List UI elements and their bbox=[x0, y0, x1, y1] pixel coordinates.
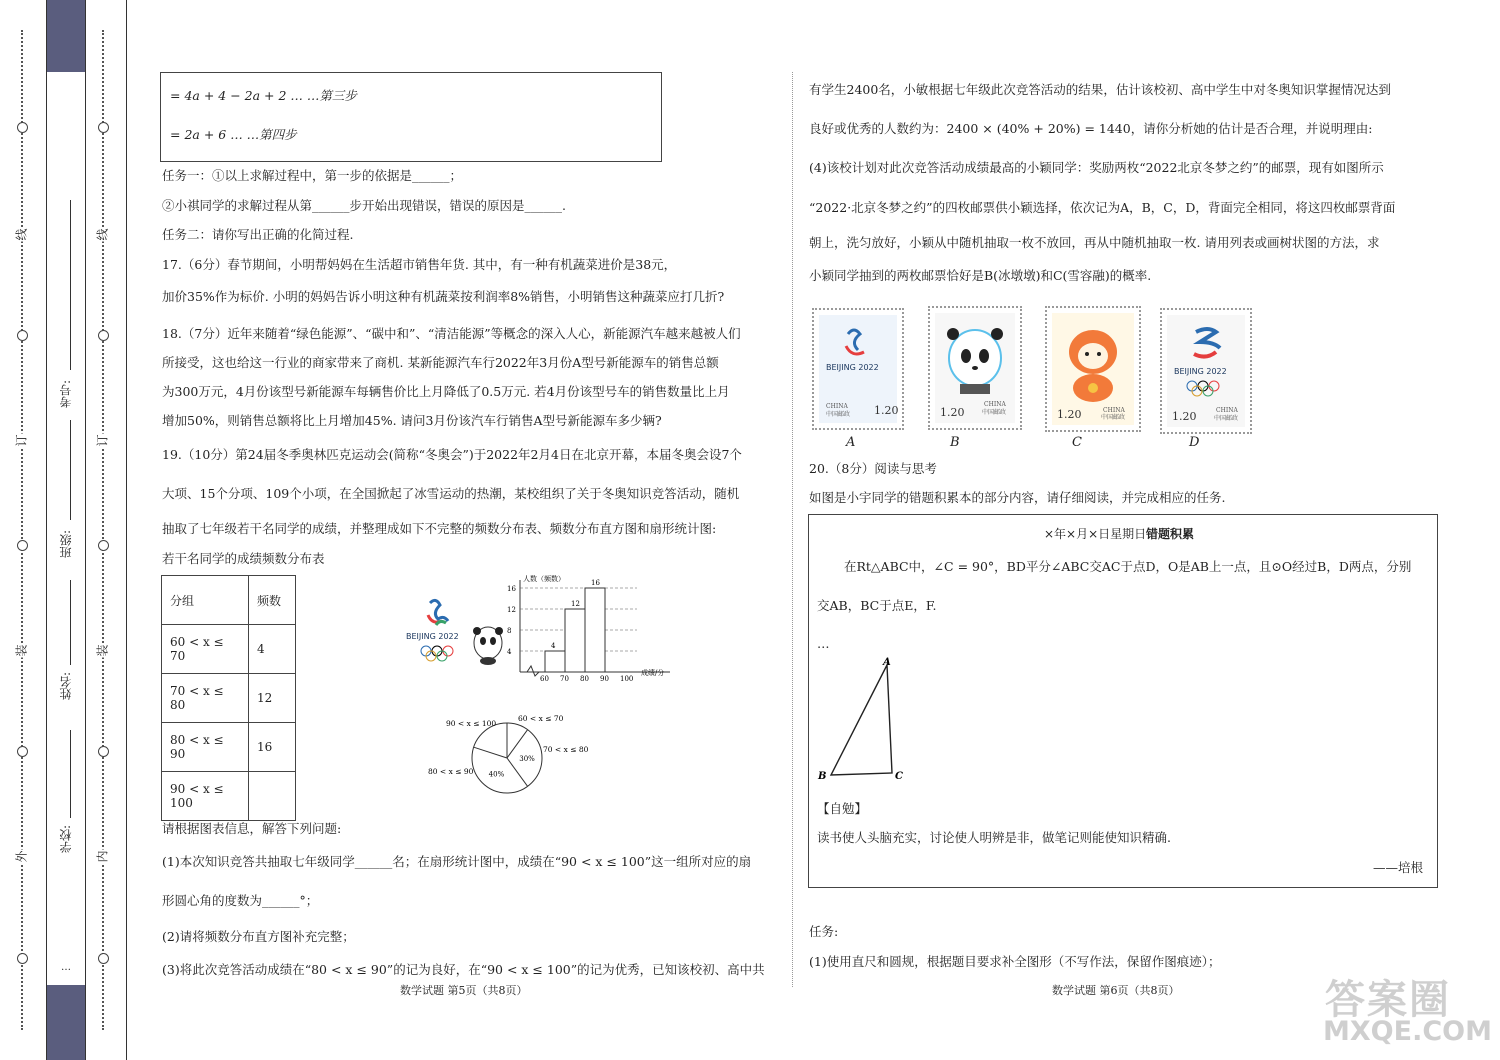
table-cell: 90 < x ≤ 100 bbox=[162, 772, 249, 821]
vertex-c: C bbox=[895, 771, 903, 782]
punch-circle bbox=[98, 953, 109, 964]
table-header: 频数 bbox=[249, 576, 296, 625]
margin-ellipsis: … bbox=[61, 962, 71, 973]
quote-author: ——培根 bbox=[1373, 860, 1424, 875]
table-title: 若干名同学的成绩频数分布表 bbox=[162, 551, 325, 566]
page-edge bbox=[126, 0, 127, 1060]
right-triangle-figure bbox=[815, 655, 915, 785]
olympic-logo-icon bbox=[400, 595, 520, 670]
punch-circle bbox=[17, 746, 28, 757]
punch-circle bbox=[98, 540, 109, 551]
pie-slice-label: 70 < x ≤ 80 bbox=[543, 745, 589, 754]
mark-ding: 订 bbox=[95, 434, 110, 447]
stamp-post: 中国邮政 bbox=[1214, 415, 1239, 422]
watermark-logo: 答案圈 bbox=[1325, 977, 1451, 1023]
stamp-letter: D bbox=[1189, 435, 1200, 450]
q18-line: 所接受，这也给这一行业的商家带来了商机. 某新能源汽车行2022年3月份A型号新能源车的销售总额 bbox=[162, 355, 719, 370]
stamp-d bbox=[1160, 308, 1252, 434]
y-tick-label: 16 bbox=[507, 585, 516, 593]
x-tick-label: 80 bbox=[580, 675, 589, 683]
text-line: 有学生2400名，小敏根据七年级此次竞答活动的结果，估计该校初、高中学生中对冬奥知识掌握情况达到 bbox=[809, 82, 1391, 97]
task-one-b: ②小祺同学的求解过程从第______步开始出现错误，错误的原因是______. bbox=[162, 198, 566, 213]
mark-xian: 线 bbox=[14, 228, 29, 241]
table-cell: 16 bbox=[249, 723, 296, 772]
name-field[interactable] bbox=[70, 580, 71, 665]
sub-question-1b: 形圆心角的度数为______°； bbox=[162, 893, 319, 908]
vertex-a: A bbox=[883, 657, 891, 668]
page-divider bbox=[792, 72, 793, 987]
beijing-2022-emblem-icon bbox=[1170, 318, 1242, 424]
y-axis-label: 人数（频数） bbox=[523, 575, 565, 583]
frequency-table bbox=[161, 575, 296, 821]
table-header-row bbox=[162, 576, 296, 625]
stamp-country: CHINA bbox=[826, 403, 848, 410]
mark-xian: 线 bbox=[95, 228, 110, 241]
self-encourage-title: 【自勉】 bbox=[817, 801, 868, 816]
sub-question-2: (2)请将频数分布直方图补充完整； bbox=[162, 929, 355, 944]
q19-line: 19.（10分）第24届冬季奥林匹克运动会(简称“冬奥会”)于2022年2月4日在北京开幕，本届冬奥会设7个 bbox=[162, 447, 742, 462]
punch-circle bbox=[17, 330, 28, 341]
table-row bbox=[162, 625, 296, 674]
q18-line: 18.（7分）近年来随着“绿色能源”、“碳中和”、“清洁能源”等概念的深入人心，新能源汽车越来越被人们 bbox=[162, 326, 741, 341]
table-cell: 4 bbox=[249, 625, 296, 674]
page-footer-left: 数学试题 第5页（共8页） bbox=[400, 984, 528, 997]
x-tick-label: 70 bbox=[560, 675, 569, 683]
stamp-post: 中国邮政 bbox=[826, 411, 851, 418]
stamp-country: CHINA bbox=[1216, 407, 1238, 414]
notebook-line: 在Rt△ABC中，∠C = 90°，BD平分∠ABC交AC于点D，O是AB上一点，且⊙O经过B，D两点，分别 bbox=[844, 559, 1412, 574]
step-three: = 4a + 4 − 2a + 2 … …第三步 bbox=[170, 88, 357, 103]
notebook-line: 交AB，BC于点E，F. bbox=[817, 598, 937, 613]
school-label: 学校: bbox=[59, 825, 73, 854]
q19-line: 抽取了七年级若干名同学的成绩，并整理成如下不完整的频数分布表、频数分布直方图和扇形统计图: bbox=[162, 521, 717, 536]
histogram-chart bbox=[505, 572, 680, 684]
stamp-letter: B bbox=[950, 435, 960, 450]
x-axis-label: 成绩/分 bbox=[641, 669, 665, 677]
text-line: 朝上，洗匀放好，小颖从中随机抽取一枚不放回，再从中随机抽取一枚. 请用列表或画树状图的方法，求 bbox=[809, 235, 1380, 250]
gutter-bar-top bbox=[46, 0, 85, 72]
stamp-country: CHINA bbox=[1103, 407, 1125, 414]
mark-outer: 外 bbox=[14, 850, 29, 863]
bar-label: 16 bbox=[591, 579, 600, 587]
gutter-bar-bottom bbox=[46, 985, 85, 1060]
mark-inner: 内 bbox=[95, 850, 110, 863]
notebook-heading: 错题积累 bbox=[1146, 527, 1195, 541]
punch-circle bbox=[98, 746, 109, 757]
bar-label: 12 bbox=[571, 600, 580, 608]
table-cell[interactable] bbox=[249, 772, 296, 821]
x-tick-label: 100 bbox=[620, 675, 634, 683]
task-one: 任务一：①以上求解过程中，第一步的依据是______； bbox=[162, 168, 463, 183]
logo-icon bbox=[822, 318, 899, 418]
x-tick-label: 90 bbox=[600, 675, 609, 683]
stamp-c bbox=[1045, 306, 1141, 432]
watermark-url: MXQE.COM bbox=[1323, 1016, 1492, 1047]
histogram-bar bbox=[565, 609, 585, 672]
table-cell: 12 bbox=[249, 674, 296, 723]
step-four: = 2a + 6 … …第四步 bbox=[170, 127, 297, 142]
answer-intro: 请根据图表信息，解答下列问题: bbox=[162, 821, 342, 836]
notebook-date: ×年×月×日星期日 bbox=[1044, 527, 1147, 541]
pie-percent-label: 40% bbox=[488, 770, 505, 779]
binding-margin bbox=[0, 0, 128, 1060]
id-label: 考号: bbox=[59, 380, 73, 409]
pie-chart bbox=[420, 710, 600, 800]
y-tick-label: 4 bbox=[507, 648, 512, 656]
table-cell: 80 < x ≤ 90 bbox=[162, 723, 249, 772]
stamp-text: BEIJING 2022 bbox=[826, 363, 879, 372]
table-cell: 70 < x ≤ 80 bbox=[162, 674, 249, 723]
q20-intro: 如图是小宇同学的错题积累本的部分内容，请仔细阅读，并完成相应的任务. bbox=[809, 490, 1226, 505]
stamp-post: 中国邮政 bbox=[1101, 414, 1126, 421]
vertex-b: B bbox=[818, 771, 827, 782]
text-line: 良好或优秀的人数约为：2400 × (40% + 20%) = 1440，请你分析她的估计是否合理，并说明理由: bbox=[809, 121, 1373, 136]
table-row bbox=[162, 772, 296, 821]
bing-dwen-dwen-icon bbox=[938, 316, 1012, 420]
stamp-letter: C bbox=[1072, 435, 1082, 450]
x-tick-label: 60 bbox=[540, 675, 549, 683]
class-field[interactable] bbox=[70, 420, 71, 520]
stamp-price: 1.20 bbox=[1057, 408, 1082, 421]
stamp-letter: A bbox=[846, 435, 856, 450]
q17-line: 17.（6分）春节期间，小明帮妈妈在生活超市销售年货. 其中，有一种有机蔬菜进价是38元， bbox=[162, 257, 677, 272]
panda-icon bbox=[473, 627, 503, 665]
sub-question-1a: (1)本次知识竞答共抽取七年级同学______名；在扇形统计图中，成绩在“90 < x ≤ 100”这一组所对应的扇 bbox=[162, 854, 752, 869]
text-line: 小颖同学抽到的两枚邮票恰好是B(冰墩墩)和C(雪容融)的概率. bbox=[809, 268, 1152, 283]
table-cell: 60 < x ≤ 70 bbox=[162, 625, 249, 674]
stamp-post: 中国邮政 bbox=[982, 409, 1007, 416]
bar-label: 4 bbox=[551, 642, 556, 650]
shuey-rhon-rhon-icon bbox=[1055, 316, 1131, 422]
y-tick-label: 12 bbox=[507, 606, 516, 614]
pie-slice-label: 60 < x ≤ 70 bbox=[518, 714, 564, 723]
text-line: (4)该校计划对此次竞答活动成绩最高的小颖同学：奖励两枚“2022北京冬梦之约”的邮票，现有如图所示 bbox=[809, 160, 1384, 175]
stamp-country: CHINA bbox=[984, 401, 1006, 408]
punch-circle bbox=[98, 122, 109, 133]
notebook-ellipsis: … bbox=[817, 636, 830, 651]
q18-line: 为300万元，4月份该型号新能源车每辆售价比上月降低了0.5万元. 若4月份该型号车的销售数量比上月 bbox=[162, 384, 730, 399]
pie-slice-label: 80 < x ≤ 90 bbox=[428, 767, 474, 776]
text-line: “2022·北京冬梦之约”的四枚邮票供小颖选择，依次记为A，B，C，D，背面完全相同，将这四枚邮票背面 bbox=[809, 200, 1396, 215]
pie-percent-label: 30% bbox=[519, 755, 535, 763]
punch-circle bbox=[17, 953, 28, 964]
mark-zhuang: 装 bbox=[95, 644, 110, 657]
logo-text: BEIJING 2022 bbox=[406, 632, 459, 641]
class-label: 班级: bbox=[59, 530, 73, 559]
punch-circle bbox=[17, 122, 28, 133]
mark-zhuang: 装 bbox=[14, 644, 29, 657]
school-field[interactable] bbox=[70, 730, 71, 818]
outer-dotted-line bbox=[21, 30, 23, 1030]
q19-line: 大项、15个分项、109个小项，在全国掀起了冰雪运动的热潮，某校组织了关于冬奥知识竞答活动，随机 bbox=[162, 486, 740, 501]
stamp-price: 1.20 bbox=[874, 404, 899, 417]
solution-box bbox=[160, 72, 662, 162]
id-field[interactable] bbox=[70, 200, 71, 370]
task-1: (1)使用直尺和圆规，根据题目要求补全图形（不写作法，保留作图痕迹）； bbox=[809, 954, 1221, 969]
table-row bbox=[162, 674, 296, 723]
inner-dotted-line bbox=[102, 30, 104, 1030]
gutter-edge-right bbox=[85, 0, 86, 1060]
task-two: 任务二：请你写出正确的化简过程. bbox=[162, 227, 354, 242]
q18-line: 增加50%，则销售总额将比上月增加45%. 请问3月份该汽车行销售A型号新能源车多少辆? bbox=[162, 413, 662, 428]
quote: 读书使人头脑充实，讨论使人明辨是非，做笔记则能使知识精确. bbox=[817, 830, 1171, 845]
page-footer-right: 数学试题 第6页（共8页） bbox=[1052, 984, 1180, 997]
task-title: 任务: bbox=[809, 924, 839, 939]
table-row bbox=[162, 723, 296, 772]
gutter-edge-left bbox=[46, 0, 47, 1060]
histogram-bar bbox=[545, 651, 565, 672]
pie-slice-label: 90 < x ≤ 100 bbox=[446, 719, 497, 728]
table-header: 分组 bbox=[162, 576, 249, 625]
stamp-price: 1.20 bbox=[940, 406, 965, 419]
q20-title: 20.（8分）阅读与思考 bbox=[809, 461, 937, 476]
stamp-text: BEIJING 2022 bbox=[1174, 367, 1227, 376]
stamp-a bbox=[812, 308, 904, 430]
histogram-bar bbox=[585, 588, 605, 672]
punch-circle bbox=[98, 330, 109, 341]
stamp-price: 1.20 bbox=[1172, 410, 1197, 423]
stamp-b bbox=[928, 306, 1022, 430]
punch-circle bbox=[17, 540, 28, 551]
y-tick-label: 8 bbox=[507, 627, 512, 635]
q17-line: 加价35%作为标价. 小明的妈妈告诉小明这种有机蔬菜按利润率8%销售，小明销售这种蔬菜应打几折? bbox=[162, 289, 725, 304]
sub-question-3: (3)将此次竞答活动成绩在“80 < x ≤ 90”的记为良好，在“90 < x ≤ 100”的记为优秀，已知该校初、高中共 bbox=[162, 962, 765, 977]
mark-ding: 订 bbox=[14, 434, 29, 447]
name-label: 姓名: bbox=[59, 672, 73, 701]
